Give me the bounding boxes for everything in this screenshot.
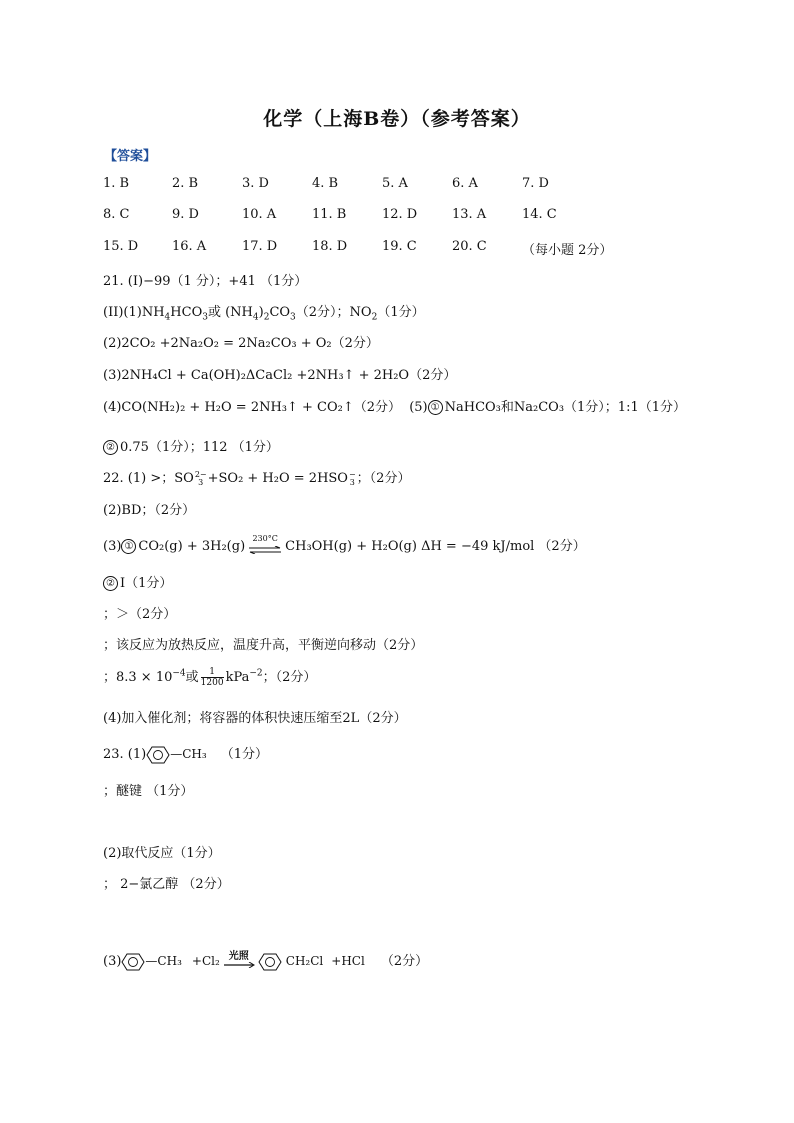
text: CH₂Cl: [285, 954, 324, 968]
text: 或 (NH: [207, 305, 253, 320]
q22-line: (2)BD；（2分）: [103, 503, 196, 518]
q22-line: (4)加入催化剂；将容器的体积快速压缩至2L（2分）: [103, 711, 407, 726]
mc-answer: 17. D: [242, 239, 278, 254]
mc-answer: 7. D: [522, 176, 549, 191]
text: （2分）: [380, 954, 429, 969]
mc-row: [103, 239, 703, 261]
q23-line: (2)取代反应（1分）: [103, 846, 221, 861]
arrow-condition: 230°C: [252, 533, 278, 543]
q22-line: ；＞（2分）: [103, 607, 177, 622]
mc-answer: 6. A: [452, 176, 478, 191]
mc-answer: 3. D: [242, 176, 269, 191]
q22-line: [103, 467, 410, 487]
mc-answer: 19. C: [382, 239, 417, 254]
mc-answer: 13. A: [452, 207, 487, 222]
benzene-ring-icon: [258, 952, 282, 972]
mc-note: （每小题 2分）: [522, 243, 613, 258]
mc-answer: 14. C: [522, 207, 557, 222]
mc-answer: 8. C: [103, 207, 130, 222]
mc-row: [103, 176, 703, 198]
text: （1分）: [220, 747, 268, 762]
text: CO: [269, 305, 291, 320]
charge-script: 2− 3: [194, 469, 207, 487]
benzene-ring-icon: [146, 745, 170, 765]
text: kPa: [225, 670, 250, 685]
mc-answer: 20. C: [452, 239, 487, 254]
text: (3): [103, 954, 122, 969]
fraction: [201, 667, 224, 688]
text: 0.75（1分）；112 （1分）: [120, 440, 279, 455]
charge-script: − 3: [348, 469, 356, 487]
mc-answer: 16. A: [172, 239, 207, 254]
text: ；8.3 × 10: [103, 670, 173, 685]
text: 或: [185, 670, 199, 685]
text: ；（2分）: [356, 471, 411, 486]
text: （1分）: [377, 305, 425, 320]
text: HCO: [170, 305, 203, 320]
mc-answer: 5. A: [382, 176, 408, 191]
q23-line: ；醚键 （1分）: [103, 784, 194, 799]
text: ): [258, 305, 264, 320]
text: +Cl₂: [191, 954, 220, 968]
mc-answer: 4. B: [312, 176, 339, 191]
text: —CH₃: [170, 747, 207, 761]
text: 22. (1) >；SO: [103, 471, 194, 486]
mc-answer: 18. D: [312, 239, 348, 254]
text: NaHCO₃和Na₂CO₃（1分）；1:1（1分）: [444, 400, 687, 415]
page-title: 化学（上海B卷）（参考答案）: [263, 108, 531, 130]
text: (II)(1)NH: [103, 305, 165, 320]
q23-line: ； 2−氯乙醇 （2分）: [103, 877, 230, 892]
q22-line: [103, 535, 586, 554]
text: (5): [409, 400, 428, 415]
mc-answer: 10. A: [242, 207, 277, 222]
q21-line: $(II)(1)NH_4HCO_3$或 $(NH_4)_2CO_3(2$分）；$NO_2(1$分）: [103, 305, 425, 323]
q23-line: [103, 743, 268, 765]
reaction-arrow: [223, 950, 255, 970]
text: （2分）；NO: [295, 305, 372, 320]
circled-number: ②: [103, 440, 118, 455]
text: CO₂(g) + 3H₂(g): [138, 539, 246, 554]
q21-line: [103, 396, 686, 415]
mc-answer: 1. B: [103, 176, 130, 191]
reaction-condition: 光照: [228, 950, 249, 962]
fraction-denominator: 1200: [200, 678, 224, 688]
circled-number: ①: [428, 400, 443, 415]
fraction-numerator: 1: [201, 667, 224, 678]
circled-number: ①: [121, 539, 136, 554]
mc-answer: 11. B: [312, 207, 347, 222]
mc-answer: 15. D: [103, 239, 139, 254]
equilibrium-arrow: [248, 533, 282, 554]
answer-tag: 【答案】: [104, 149, 157, 164]
mc-answer: 2. B: [172, 176, 199, 191]
text: ；（2分）: [262, 670, 317, 685]
q22-line: ；该反应为放热反应，温度升高，平衡逆向移动（2分）: [103, 638, 424, 653]
text: (3): [103, 539, 122, 554]
q21-line: (3)2NH₄Cl + Ca(OH)₂ΔCaCl₂ +2NH₃↑ + 2H₂O（2分）: [103, 368, 457, 383]
q23-line: [103, 950, 428, 972]
q21-line: 21. (I)−99（1 分）；+41 （1分）: [103, 274, 308, 289]
q22-line: [103, 572, 172, 591]
text: +HCl: [331, 954, 365, 968]
mc-answer: 12. D: [382, 207, 418, 222]
mc-row: [103, 207, 703, 229]
benzene-ring-icon: [121, 952, 145, 972]
mc-answer: 9. D: [172, 207, 199, 222]
text: +SO₂ + H₂O = 2HSO: [207, 471, 348, 486]
exponent: −2: [249, 668, 263, 679]
text: (4)CO(NH₂)₂ + H₂O = 2NH₃↑ + CO₂↑（2分）: [103, 400, 402, 415]
text: I（1分）: [120, 576, 173, 591]
exponent: −4: [172, 668, 186, 679]
circled-number: ②: [103, 576, 118, 591]
text: CH₃OH(g) + H₂O(g) ΔH = −49 kJ/mol （2分）: [285, 539, 586, 554]
q21-line: [103, 436, 279, 455]
q22-line: [103, 666, 316, 688]
text: 23. (1): [103, 747, 147, 762]
q21-line: (2)2CO₂ +2Na₂O₂ = 2Na₂CO₃ + O₂（2分）: [103, 336, 379, 351]
text: —CH₃: [145, 954, 182, 968]
